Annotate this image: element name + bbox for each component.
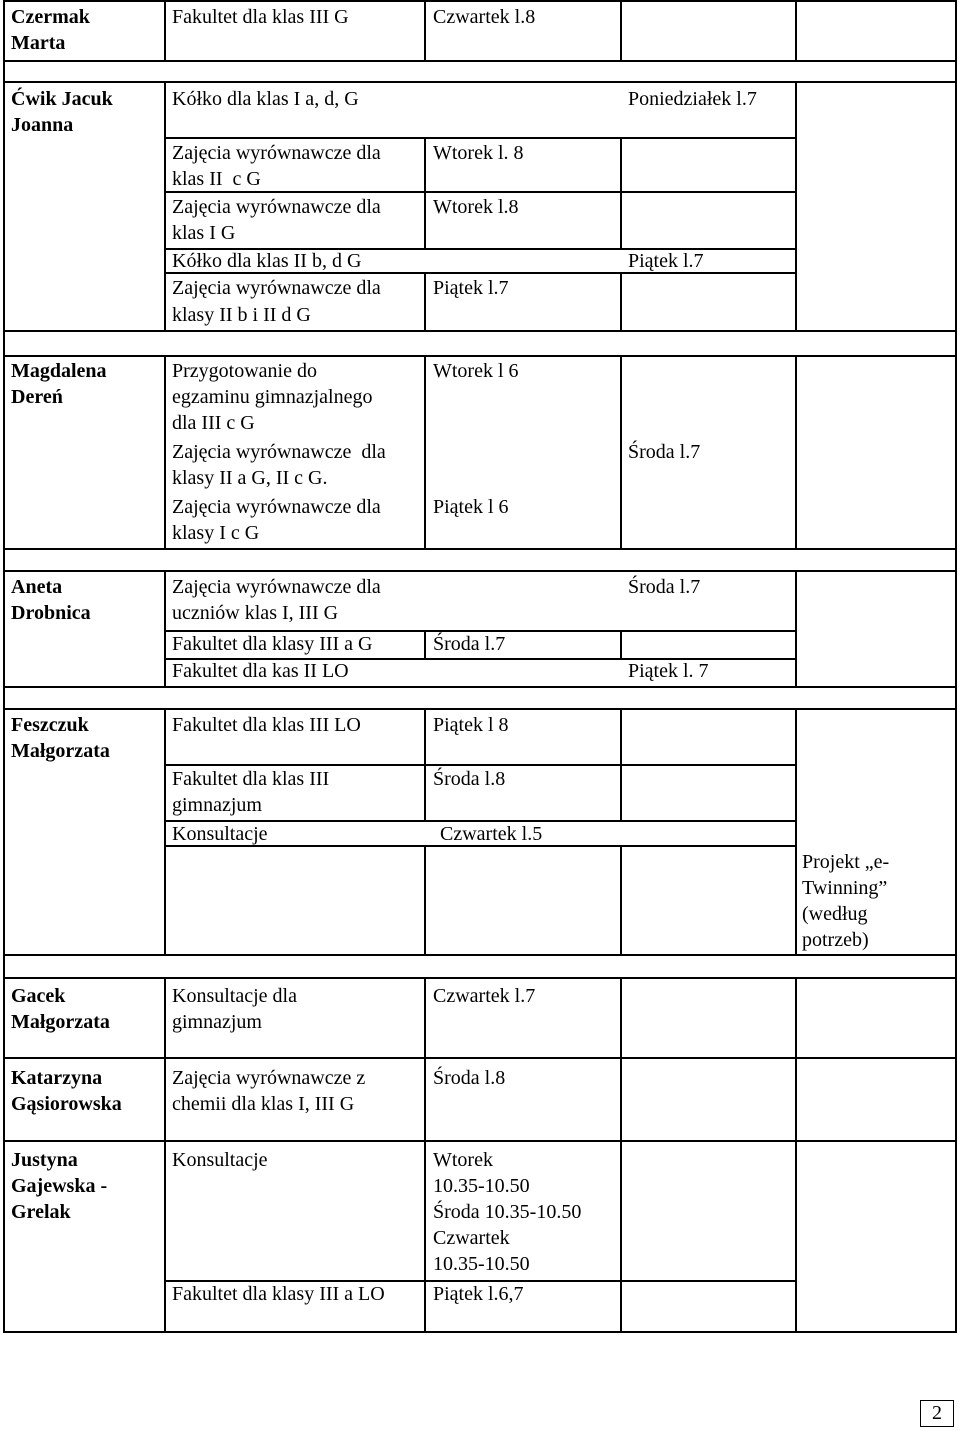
teacher-name: Gąsiorowska <box>11 1093 122 1115</box>
activity-text: Zajęcia wyrównawcze dla <box>172 196 381 218</box>
row-divider <box>3 977 957 979</box>
activity-text: Zajęcia wyrównawcze dla <box>172 142 381 164</box>
note-text: Twinning” <box>802 877 888 899</box>
activity-text: Zajęcia wyrównawcze dla <box>172 277 381 299</box>
table-border-top <box>3 0 957 2</box>
activity-text: klasy II a G, II c G. <box>172 467 328 489</box>
activity-text: Fakultet dla klasy III a LO <box>172 1283 385 1305</box>
table-border-bottom <box>3 1331 957 1333</box>
activity-text: Fakultet dla klasy III a G <box>172 633 373 655</box>
col-divider <box>795 570 797 686</box>
col-divider <box>620 0 622 60</box>
row-divider <box>3 570 957 572</box>
col-divider <box>795 81 797 330</box>
row-divider <box>3 60 957 62</box>
teacher-name: Grelak <box>11 1201 71 1223</box>
teacher-name: Drobnica <box>11 602 91 624</box>
col-divider <box>164 708 166 954</box>
table-border-left <box>3 0 5 1333</box>
time-text: Piątek l.7 <box>628 250 704 272</box>
activity-text: klas II c G <box>172 168 261 190</box>
row-divider <box>3 708 957 710</box>
time-text: Czwartek l.5 <box>440 823 543 845</box>
activity-text: Fakultet dla kas II LO <box>172 660 349 682</box>
row-divider <box>3 1057 957 1059</box>
row-divider <box>3 686 957 688</box>
col-divider <box>424 355 426 548</box>
note-text: potrzeb) <box>802 929 869 951</box>
time-text: 10.35-10.50 <box>433 1253 530 1275</box>
col-divider <box>620 355 622 548</box>
activity-text: klas I G <box>172 222 236 244</box>
note-text: Projekt „e- <box>802 851 890 873</box>
teacher-name: Magdalena <box>11 360 107 382</box>
col-divider <box>164 570 166 686</box>
activity-text: uczniów klas I, III G <box>172 602 339 624</box>
col-divider <box>620 630 622 658</box>
time-text: Wtorek l.8 <box>433 196 519 218</box>
time-text: Środa l.7 <box>628 576 701 598</box>
time-text: Piątek l 6 <box>433 496 509 518</box>
activity-text: dla III c G <box>172 412 255 434</box>
activity-text: Fakultet dla klas III LO <box>172 714 361 736</box>
teacher-name: Gacek <box>11 985 66 1007</box>
activity-text: Przygotowanie do <box>172 360 317 382</box>
col-divider <box>164 355 166 548</box>
activity-text: Fakultet dla klas III <box>172 768 330 790</box>
time-text: Poniedziałek l.7 <box>628 88 757 110</box>
time-text: Czwartek l.7 <box>433 985 536 1007</box>
col-divider <box>164 81 166 330</box>
row-divider <box>164 137 797 139</box>
col-divider <box>795 0 797 60</box>
activity-text: Zajęcia wyrównawcze dla <box>172 576 381 598</box>
activity-text: Zajęcia wyrównawcze dla <box>172 441 386 463</box>
activity-text: Kółko dla klas II b, d G <box>172 250 362 272</box>
teacher-name: Dereń <box>11 386 63 408</box>
activity-text: Fakultet dla klas III G <box>172 6 349 28</box>
time-text: Piątek l.6,7 <box>433 1283 524 1305</box>
teacher-name: Katarzyna <box>11 1067 103 1089</box>
col-divider <box>620 272 622 330</box>
time-text: Środa l.7 <box>433 633 506 655</box>
teacher-name: Aneta <box>11 576 63 598</box>
activity-text: klasy II b i II d G <box>172 304 311 326</box>
activity-text: egzaminu gimnazjalnego <box>172 386 373 408</box>
page-number: 2 <box>920 1400 954 1427</box>
col-divider <box>424 272 426 330</box>
row-divider <box>3 1140 957 1142</box>
activity-text: Kółko dla klas I a, d, G <box>172 88 359 110</box>
activity-text: Zajęcia wyrównawcze z <box>172 1067 366 1089</box>
teacher-name: Gajewska - <box>11 1175 108 1197</box>
teacher-name: Joanna <box>11 114 74 136</box>
teacher-name: Marta <box>11 32 66 54</box>
time-text: Czwartek l.8 <box>433 6 536 28</box>
table-border-right <box>955 0 957 1333</box>
time-text: Piątek l. 7 <box>628 660 709 682</box>
time-text: Wtorek l 6 <box>433 360 519 382</box>
time-text: Wtorek l. 8 <box>433 142 524 164</box>
activity-text: Konsultacje <box>172 823 268 845</box>
row-divider <box>3 954 957 956</box>
col-divider <box>620 845 622 954</box>
col-divider <box>424 0 426 60</box>
note-text: (według <box>802 903 868 925</box>
teacher-name: Małgorzata <box>11 1011 110 1033</box>
col-divider <box>424 845 426 954</box>
time-text: Środa 10.35-10.50 <box>433 1201 582 1223</box>
time-text: Środa l.8 <box>433 1067 506 1089</box>
teacher-name: Czermak <box>11 6 90 28</box>
activity-text: Konsultacje <box>172 1149 268 1171</box>
time-text: 10.35-10.50 <box>433 1175 530 1197</box>
row-divider <box>3 330 957 332</box>
time-text: Czwartek <box>433 1227 510 1249</box>
row-divider <box>3 355 957 357</box>
teacher-name: Małgorzata <box>11 740 110 762</box>
teacher-name: Feszczuk <box>11 714 89 736</box>
col-divider <box>795 355 797 548</box>
row-divider <box>3 81 957 83</box>
activity-text: gimnazjum <box>172 794 262 816</box>
time-text: Środa l.8 <box>433 768 506 790</box>
activity-text: chemii dla klas I, III G <box>172 1093 355 1115</box>
col-divider <box>795 708 797 954</box>
col-divider <box>424 630 426 658</box>
activity-text: Zajęcia wyrównawcze dla <box>172 496 381 518</box>
activity-text: klasy I c G <box>172 522 260 544</box>
time-text: Piątek l 8 <box>433 714 509 736</box>
activity-text: gimnazjum <box>172 1011 262 1033</box>
teacher-name: Ćwik Jacuk <box>11 88 113 110</box>
col-divider <box>164 0 166 60</box>
row-divider <box>3 548 957 550</box>
time-text: Piątek l.7 <box>433 277 509 299</box>
teacher-name: Justyna <box>11 1149 78 1171</box>
time-text: Wtorek <box>433 1149 493 1171</box>
activity-text: Konsultacje dla <box>172 985 297 1007</box>
time-text: Środa l.7 <box>628 441 701 463</box>
